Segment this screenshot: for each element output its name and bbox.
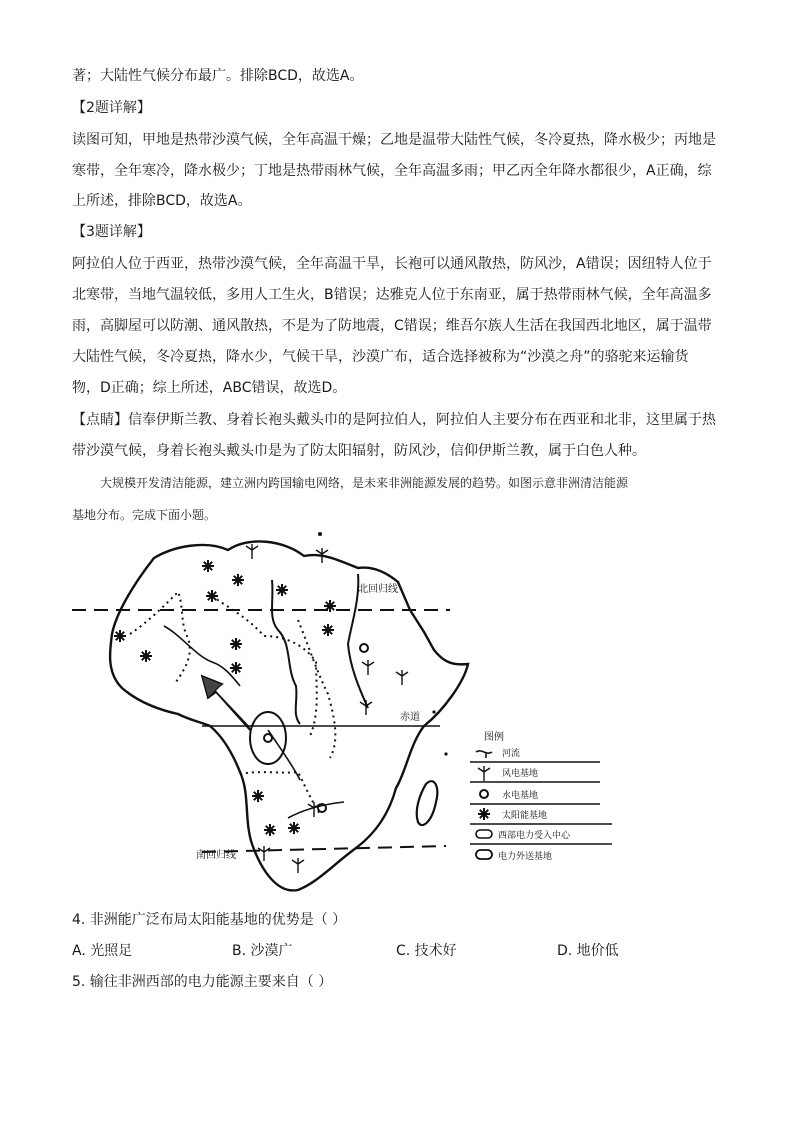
solar-base-marker <box>252 790 264 802</box>
hydro-base-marker <box>264 734 272 742</box>
wind-base-marker <box>362 660 374 675</box>
option-a[interactable]: A. 光照足 <box>72 943 133 959</box>
solar-base-marker <box>264 824 276 836</box>
wind-legend-icon <box>478 766 490 781</box>
solar-base-marker <box>288 822 300 834</box>
question-5: 5. 输往非洲西部的电力能源主要来自（ ） <box>72 974 333 990</box>
q3-line-3: 雨，高脚屋可以防潮、通风散热，不是为了防地震，C错误；维吾尔族人生活在我国西北地区，属于温带 <box>72 318 712 334</box>
wind-base-marker <box>360 700 372 715</box>
receiving-center-icon <box>476 830 492 838</box>
hydro-legend-icon <box>480 790 488 798</box>
option-d[interactable]: D. 地价低 <box>557 943 619 959</box>
solar-base-marker <box>140 650 152 662</box>
border-west <box>130 592 190 682</box>
solar-base-marker <box>322 624 334 636</box>
legend-wind: 风电基地 <box>502 769 539 779</box>
madagascar <box>417 781 438 825</box>
option-c[interactable]: C. 技术好 <box>396 943 457 959</box>
solar-legend-icon <box>478 808 490 820</box>
north-tropic-label: 北回归线 <box>358 584 398 595</box>
q2-heading: 【2题详解】 <box>72 100 151 116</box>
q3-line-1: 阿拉伯人位于西亚，热带沙漠气候，全年高温干旱，长袍可以通风散热，防风沙，A错误；因纽特人位于 <box>72 256 712 272</box>
river-zambezi <box>288 802 344 818</box>
legend-river: 河流 <box>502 749 521 759</box>
legend-solar: 太阳能基地 <box>502 811 548 821</box>
q2-line-2: 寒带，全年寒冷，降水极少；丁地是热带雨林气候，全年高温多雨；甲乙丙全年降水都很少，A正确，综 <box>72 163 712 179</box>
island-mark <box>432 710 435 713</box>
legend-receiving: 西部电力受入中心 <box>498 831 571 841</box>
solar-base-marker <box>230 662 242 674</box>
wind-base-marker <box>246 544 258 559</box>
q3-heading: 【3题详解】 <box>72 224 151 240</box>
africa-energy-map <box>72 526 632 902</box>
intro-line-2: 基地分布。完成下面小题。 <box>72 508 217 522</box>
island-mark <box>444 752 447 755</box>
wind-base-marker <box>292 858 304 873</box>
question-4: 4. 非洲能广泛布局太阳能基地的优势是（ ） <box>72 912 347 928</box>
solar-base-marker <box>206 590 218 602</box>
river-1 <box>272 580 300 724</box>
solar-base-marker <box>114 630 126 642</box>
dianjing-line-2: 带沙漠气候，身着长袍头戴头巾是为了防太阳辐射，防风沙，信仰伊斯兰教，属于白色人种。 <box>72 443 646 459</box>
wind-base-marker <box>396 670 408 685</box>
solar-base-marker <box>232 574 244 586</box>
solar-base-marker <box>276 584 288 596</box>
map-legend <box>470 730 612 862</box>
answer-continuation: 著；大陆性气候分布最广。排除BCD，故选A。 <box>72 68 364 84</box>
border-east <box>298 620 335 758</box>
south-tropic-line <box>202 846 446 852</box>
q3-line-4: 大陆性气候，冬冷夏热，降水少，气候干旱，沙漠广布，适合选择被称为“沙漠之舟”的骆驼来运输货 <box>72 349 689 365</box>
equator-label: 赤道 <box>400 712 420 723</box>
hydro-base-marker <box>360 644 368 652</box>
river-icon <box>476 751 492 758</box>
export-base-icon <box>476 850 492 859</box>
q3-line-5: 物，D正确；综上所述，ABC错误，故选D。 <box>72 380 347 396</box>
solar-base-marker <box>202 560 214 572</box>
wind-base-marker <box>258 846 270 861</box>
export-base-ring <box>250 712 286 764</box>
legend-title: 图例 <box>484 732 504 743</box>
q3-line-2: 北寒带，当地气温较低，多用人工生火，B错误；达雅克人位于东南亚，属于热带雨林气候，全年高温多 <box>72 287 712 303</box>
border-central <box>212 596 317 736</box>
south-tropic-label: 南回归线 <box>196 850 236 861</box>
legend-hydro: 水电基地 <box>502 791 539 801</box>
dianjing-line-1: 【点睛】信奉伊斯兰教、身着长袍头戴头巾的是阿拉伯人，阿拉伯人主要分布在西亚和北非，这里属于热 <box>72 412 716 428</box>
option-b[interactable]: B. 沙漠广 <box>232 943 293 959</box>
q2-line-3: 上所述，排除BCD，故选A。 <box>72 193 252 209</box>
island-mark <box>318 532 322 536</box>
intro-line-1: 大规模开发清洁能源，建立洲内跨国输电网络，是未来非洲能源发展的趋势。如图示意非洲清洁能源 <box>100 476 629 490</box>
solar-base-marker <box>230 638 242 650</box>
q2-line-1: 读图可知，甲地是热带沙漠气候，全年高温干燥；乙地是温带大陆性气候，冬冷夏热，降水极少；丙地是 <box>72 132 716 148</box>
legend-export: 电力外送基地 <box>498 852 553 862</box>
border-south <box>240 772 320 814</box>
